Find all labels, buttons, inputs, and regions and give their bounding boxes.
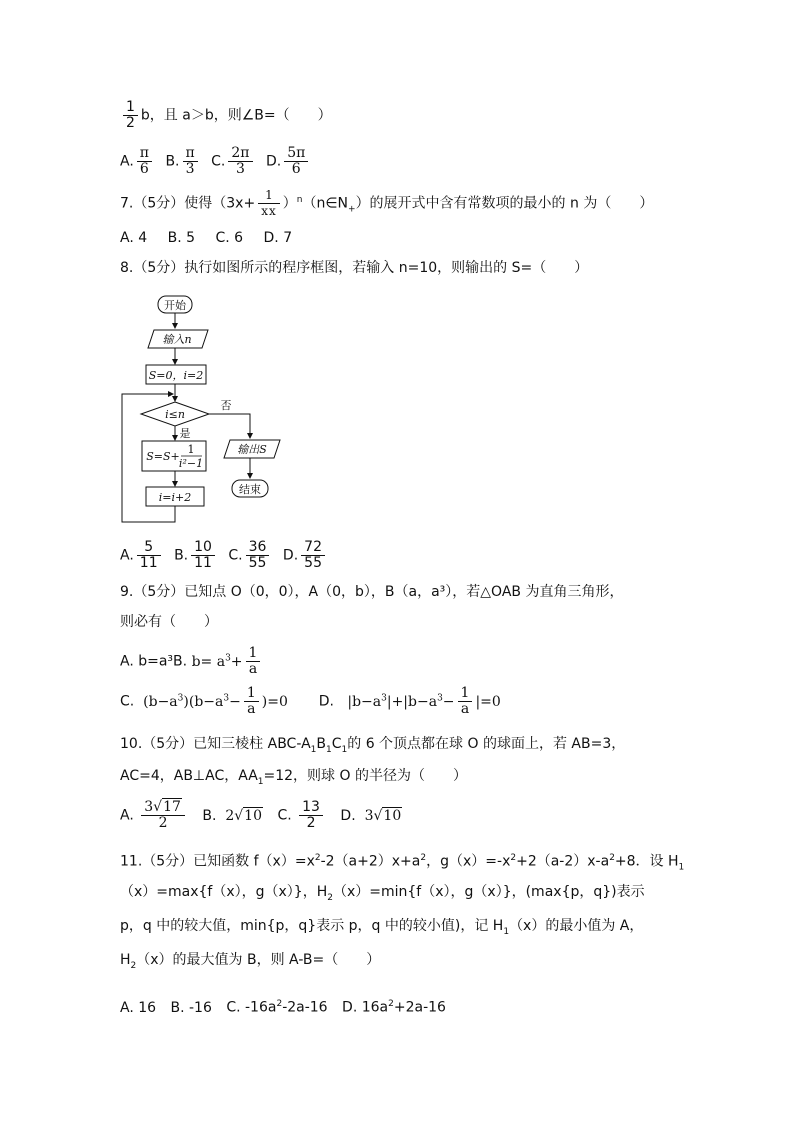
q11-option-d[interactable]: D. $16a^2+2a-16$ [342, 999, 446, 1016]
q9-option-d[interactable]: D. $|b-a^3|+|b-a^3-$ $\frac{1}{a}$ |=0 [318, 685, 501, 717]
flow-no-label: 否 [220, 399, 232, 412]
q7-option-d[interactable]: D. 7 [263, 230, 293, 246]
q6-option-b[interactable]: B. $\frac{\pi}{3}$ [165, 146, 200, 177]
q11-stem-line2: （x）=max{f（x），g（x）}，$H_2(x)=\min\{f(x)$，g（x）}，(max{p，q})表示 [120, 884, 645, 903]
q9-options-ab [120, 646, 263, 677]
flow-body-text: S=S+ [146, 450, 180, 463]
q8-stem: 8.（5分）执行如图所示的程序框图，若输入 n=10，则输出的 S=（ ） [120, 260, 589, 276]
q6-options [120, 146, 317, 177]
q7-option-a[interactable]: A. 4 [120, 230, 148, 246]
q10-option-d[interactable]: D. 3√10 [340, 807, 402, 824]
flow-init-text: S=0，i=2 [148, 369, 204, 382]
q7-option-c[interactable]: C. 6 [215, 230, 244, 246]
q11-stem-line4: $H_2(x)$的最大值为 B，则 A-B=（ ） [120, 952, 381, 971]
q11-option-b[interactable]: B. -16 [170, 999, 212, 1016]
flow-input-text: 输入n [162, 333, 192, 346]
q8-option-b[interactable]: B. $\frac{10}{11}$ [174, 540, 218, 571]
q10-options [120, 800, 408, 831]
q7-option-b[interactable]: B. 5 [167, 230, 196, 246]
q7-stem: 7.（5分）使得（3x+ $\frac{1}{xx}$ ）$^n(n\in N_+)$的展开式中含有常数项的最小的 n 为（ ） [120, 188, 654, 218]
q11-stem-line1: 11.（5分）已知函数 $f(x)=x^2-2(a+2)x+a^2$，$g(x)=-x^2+2(a-2)x-a^2+8$．设 $H_1$ [120, 853, 685, 873]
q6-stem: $\frac{1}{2}$ b，且 a＞b，则∠B=（ ） [120, 100, 332, 131]
flow-body-den: i²−1 [178, 457, 204, 470]
q8-flowchart [118, 292, 298, 528]
q10-stem-line2: AC=4，AB⊥AC，$AA_1=12$，则球 O 的半径为（ ） [120, 768, 467, 787]
q9-options-cd [120, 686, 501, 717]
q11-options [120, 994, 452, 1018]
q8-option-d[interactable]: D. $\frac{72}{55}$ [283, 540, 328, 571]
q11-option-a[interactable]: A. 16 [120, 999, 157, 1016]
q9-stem-line1: 9.（5分）已知点 O（0，0），A（0，b），B（a，a³），若△OAB 为直角三角形， [120, 584, 624, 600]
flow-yes-label: 是 [179, 427, 191, 440]
q9-option-c[interactable]: C. $(b-a^3)(b-a^3-$ $\frac{1}{a}$ )=0 [120, 685, 288, 717]
flow-end-text: 结束 [239, 483, 261, 496]
q10-stem-line1: 10.（5分）已知三棱柱 ABC-$A_1B_1C_1$的 6 个顶点都在球 O 的球面上，若 AB=3， [120, 736, 626, 755]
q10-option-b[interactable]: B. 2√10 [202, 807, 262, 824]
flow-increment-text: i=i+2 [158, 491, 192, 504]
q10-option-c[interactable]: C. $\frac{13}{2}$ [277, 800, 326, 831]
flow-output-text: 输出S [237, 443, 267, 456]
flow-condition-text: i≤n [165, 408, 185, 421]
q6-option-c[interactable]: C. $\frac{2\pi}{3}$ [211, 146, 255, 177]
flow-start-text: 开始 [164, 299, 186, 312]
q6-option-a[interactable]: A. $\frac{\pi}{6}$ [120, 146, 155, 177]
q8-option-c[interactable]: C. $\frac{36}{55}$ [228, 540, 272, 571]
q10-option-a[interactable]: A. $\frac{3√17}{2}$ [120, 800, 188, 831]
flow-body-num: 1 [187, 443, 195, 456]
q8-options [120, 540, 334, 571]
q9-option-b[interactable]: $b= a^3+$ $\frac{1}{a}$ [192, 654, 264, 670]
q6-option-d[interactable]: D. $\frac{5\pi}{6}$ [266, 146, 311, 177]
q8-option-a[interactable]: A. $\frac{5}{11}$ [120, 540, 164, 571]
q11-stem-line3: p，q 中的较大值，min{p，q}表示 p，q 中的较小值)，记 $H_1(x)$的最小值为 A， [120, 918, 644, 937]
q6-lead-fraction: $\frac{1}{2}$ [123, 100, 138, 131]
q11-option-c[interactable]: C. $-16a^2-2a-16$ [226, 999, 328, 1016]
q9-option-a[interactable]: A. b=a³B. [120, 653, 188, 670]
q9-stem-line2: 则必有（ ） [120, 614, 218, 630]
q7-options [120, 228, 298, 248]
q7-fraction: $\frac{1}{xx}$ [258, 188, 280, 219]
